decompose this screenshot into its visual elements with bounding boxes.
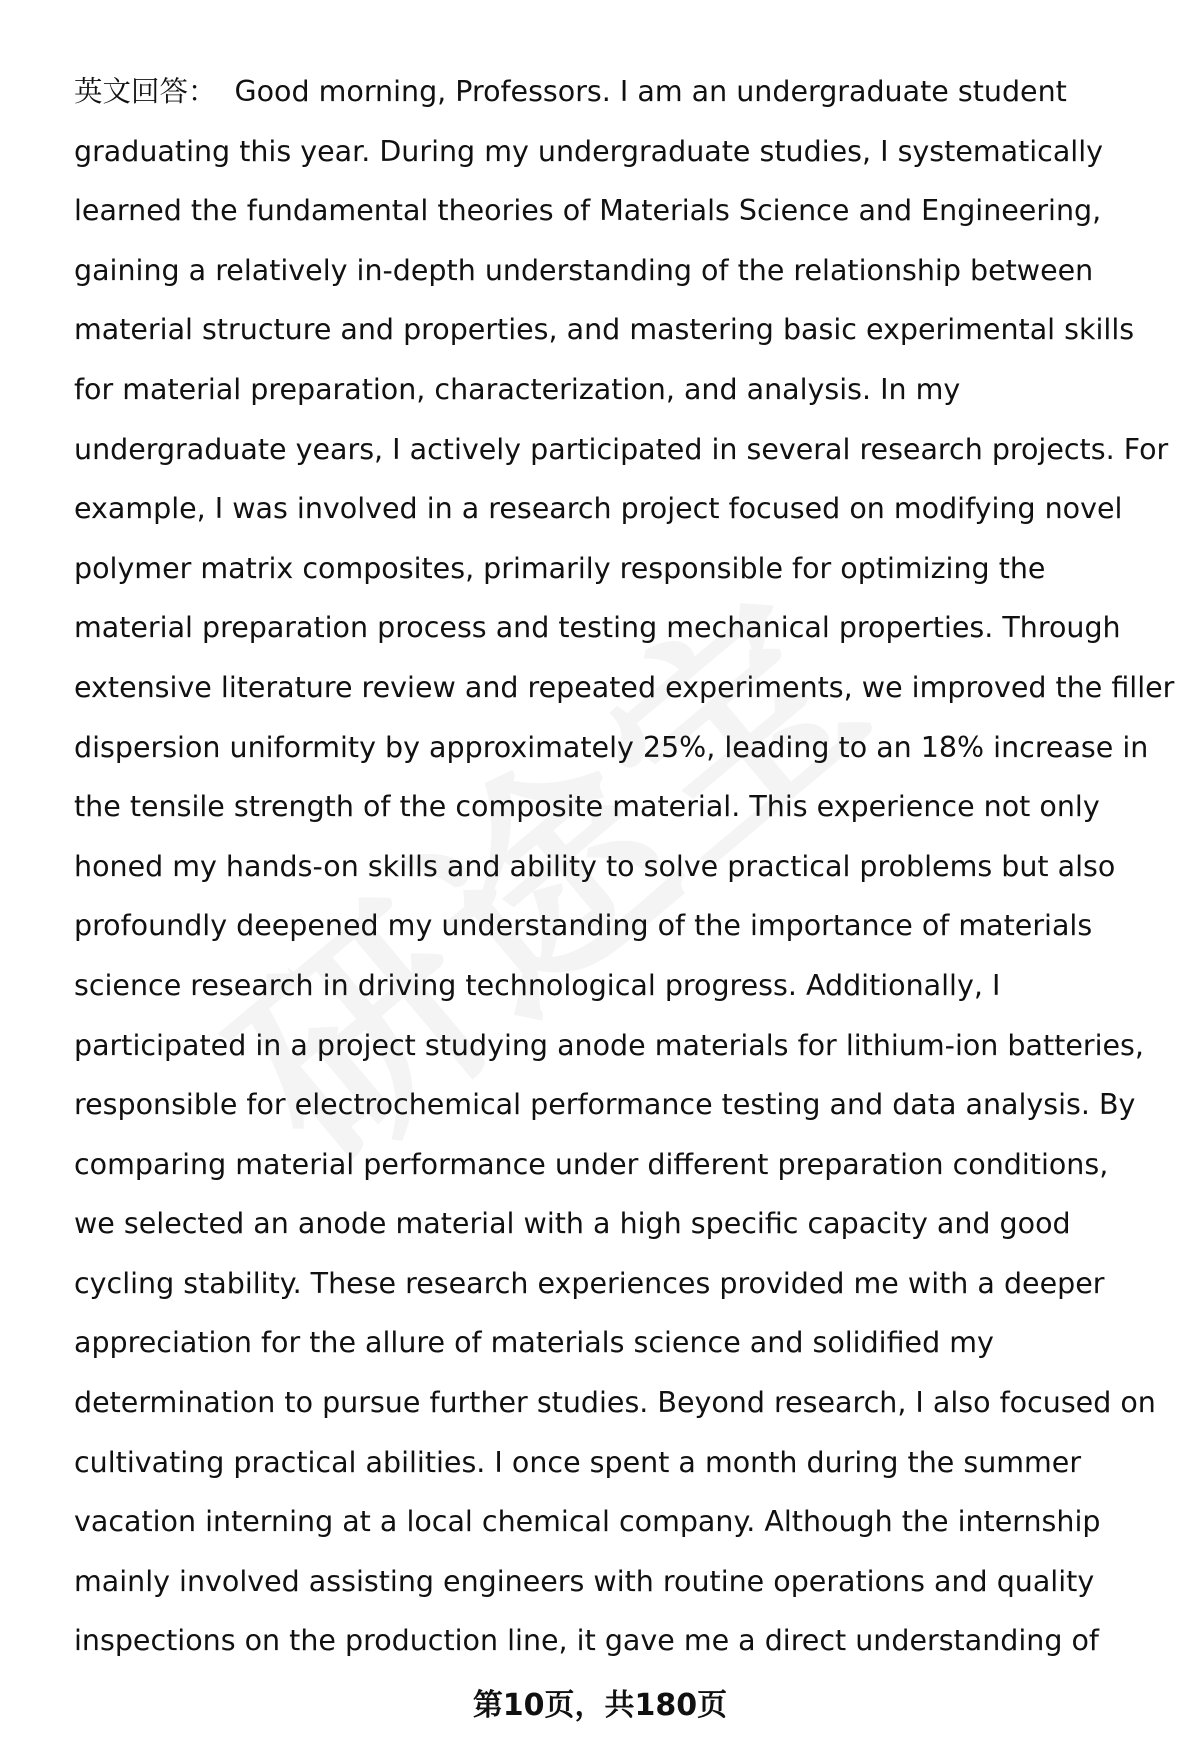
text-line: we selected an anode material with a high specific capacity and good bbox=[74, 1207, 1071, 1241]
text-line: profoundly deepened my understanding of the importance of materials bbox=[74, 909, 1093, 943]
text-line: vacation interning at a local chemical company. Although the internship bbox=[74, 1505, 1101, 1539]
answer-label: 英文回答： bbox=[74, 75, 217, 108]
text-line: example, I was involved in a research project focused on modifying novel bbox=[74, 492, 1123, 526]
text-line: mainly involved assisting engineers with routine operations and quality bbox=[74, 1564, 1095, 1598]
text-line: participated in a project studying anode materials for lithium-ion batteries, bbox=[74, 1028, 1144, 1062]
text-line-1-content: Good morning, Professors. I am an undergraduate student bbox=[234, 75, 1067, 108]
text-line: cycling stability. These research experiences provided me with a deeper bbox=[74, 1266, 1105, 1300]
page-number: 第10页，共180页 bbox=[472, 1688, 728, 1723]
text-line: extensive literature review and repeated experiments, we improved the filler bbox=[74, 670, 1175, 704]
text-line: for material preparation, characterization, and analysis. In my bbox=[74, 372, 961, 406]
text-line: honed my hands-on skills and ability to solve practical problems but also bbox=[74, 849, 1116, 883]
text-line: appreciation for the allure of materials science and solidified my bbox=[74, 1326, 994, 1360]
text-line: graduating this year. During my undergraduate studies, I systematically bbox=[74, 134, 1104, 168]
text-line: material preparation process and testing mechanical properties. Through bbox=[74, 611, 1121, 645]
text-line: the tensile strength of the composite material. This experience not only bbox=[74, 790, 1100, 824]
text-line: undergraduate years, I actively participated in several research projects. For bbox=[74, 432, 1169, 466]
text-line-1 bbox=[74, 62, 1164, 122]
text-line: inspections on the production line, it gave me a direct understanding of bbox=[74, 1624, 1099, 1658]
text-line: gaining a relatively in-depth understanding of the relationship between bbox=[74, 253, 1094, 287]
text-line: polymer matrix composites, primarily responsible for optimizing the bbox=[74, 551, 1046, 585]
text-line: material structure and properties, and mastering basic experimental skills bbox=[74, 313, 1135, 347]
text-line: responsible for electrochemical performance testing and data analysis. By bbox=[74, 1088, 1136, 1122]
answer-text-block bbox=[74, 62, 1175, 1671]
text-line: learned the fundamental theories of Materials Science and Engineering, bbox=[74, 194, 1102, 228]
text-line: comparing material performance under different preparation conditions, bbox=[74, 1147, 1109, 1181]
text-line: dispersion uniformity by approximately 25%, leading to an 18% increase in bbox=[74, 730, 1149, 764]
text-line: science research in driving technological progress. Additionally, I bbox=[74, 968, 1001, 1002]
text-line: determination to pursue further studies. Beyond research, I also focused on bbox=[74, 1386, 1156, 1420]
text-line: cultivating practical abilities. I once spent a month during the summer bbox=[74, 1445, 1082, 1479]
